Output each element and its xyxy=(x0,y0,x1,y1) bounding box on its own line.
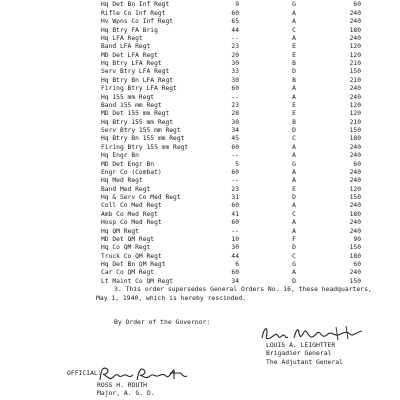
unit-name: Hq Btry FA Brig xyxy=(101,26,158,34)
class-code: A xyxy=(292,18,296,26)
strength-value: 45 xyxy=(231,135,239,143)
strength-value: 34 xyxy=(231,277,239,285)
allotment-amount: 150 xyxy=(349,68,361,76)
unit-name: Car Co QM Regt xyxy=(101,269,155,277)
strength-value: 60 xyxy=(231,168,239,176)
table-row xyxy=(0,119,400,127)
allotment-amount: 240 xyxy=(349,168,361,176)
class-code: B xyxy=(292,60,296,67)
signatory-block xyxy=(266,341,343,366)
allotment-amount: 240 xyxy=(349,18,361,26)
unit-name: Serv Btry LFA Regt xyxy=(101,68,170,76)
class-code: D xyxy=(292,244,296,252)
allotment-amount: 240 xyxy=(349,9,361,17)
unit-name: Hq 155 mm Regt xyxy=(101,93,155,101)
supersedes-paragraph xyxy=(96,285,396,303)
unit-name: Truck Co QM Regt xyxy=(101,252,162,260)
class-code: E xyxy=(292,110,296,118)
table-row xyxy=(0,152,400,160)
strength-value: 23 xyxy=(231,185,239,193)
unit-name: Hq Med Regt xyxy=(101,177,143,185)
allotment-amount: 120 xyxy=(349,185,361,193)
unit-name: Amb Co Med Regt xyxy=(101,210,158,218)
allotment-amount: 60 xyxy=(353,1,361,9)
allotment-amount: 60 xyxy=(353,261,361,268)
strength-value: -- xyxy=(231,34,239,42)
class-code: E xyxy=(292,51,296,59)
class-code: A xyxy=(292,202,296,210)
table-row xyxy=(0,77,400,85)
class-code: C xyxy=(292,210,296,218)
unit-name: Rifle Co Inf Regt xyxy=(101,9,166,17)
table-row xyxy=(0,211,400,219)
allotment-amount: 150 xyxy=(349,194,361,201)
table-row xyxy=(0,202,400,210)
allotment-amount: 240 xyxy=(349,227,361,235)
strength-value: 9 xyxy=(235,1,239,9)
table-row xyxy=(0,60,400,68)
unit-name: Hq Det Bn QM Regt xyxy=(101,261,166,268)
unit-name: Band 155 mm Regt xyxy=(101,101,162,109)
unit-name: MD Det QM Regt xyxy=(101,235,155,243)
class-code: E xyxy=(292,43,296,51)
class-code: C xyxy=(292,252,296,260)
table-row xyxy=(0,161,400,169)
attest-name: ROSS H. ROUTH xyxy=(97,381,148,389)
strength-value: 60 xyxy=(231,143,239,151)
strength-value: 30 xyxy=(231,244,239,252)
strength-value: 60 xyxy=(231,202,239,210)
table-row xyxy=(0,135,400,143)
class-code: G xyxy=(292,160,296,168)
unit-name: Hq LFA Regt xyxy=(101,34,143,42)
unit-name: Engr Co (Combat) xyxy=(101,168,162,176)
strength-value: 33 xyxy=(231,68,239,76)
strength-value: 60 xyxy=(231,269,239,277)
class-code: A xyxy=(292,269,296,277)
unit-name: Lt Maint Co QM Regt xyxy=(101,277,174,285)
table-row xyxy=(0,127,400,135)
table-row xyxy=(0,1,400,9)
class-code: F xyxy=(292,235,296,243)
unit-name: Coll Co Med Regt xyxy=(101,202,162,210)
unit-name: Band LFA Regt xyxy=(101,43,151,51)
table-row xyxy=(0,94,400,102)
unit-name: Hq Btry Bn 155 mm Regt xyxy=(101,135,185,143)
unit-name: Firing Btry 155 mm Regt xyxy=(101,143,189,151)
unit-name: Hq Btry 155 mm Regt xyxy=(101,118,174,126)
unit-name: Band Med Regt xyxy=(101,185,151,193)
allotment-amount: 240 xyxy=(349,269,361,277)
unit-name: Hq Engr Bn xyxy=(101,152,139,160)
table-row xyxy=(0,27,400,35)
unit-name: Hq Btry LFA Regt xyxy=(101,60,162,67)
allotment-amount: 210 xyxy=(349,60,361,67)
allotment-amount: 180 xyxy=(349,26,361,34)
unit-name: Hq Btry Bn LFA Regt xyxy=(101,76,174,84)
class-code: E xyxy=(292,101,296,109)
allotment-amount: 180 xyxy=(349,210,361,218)
strength-value: 30 xyxy=(231,76,239,84)
table-row xyxy=(0,10,400,18)
by-order-line: By Order of the Governor: xyxy=(114,318,211,326)
strength-value: 34 xyxy=(231,127,239,134)
table-row xyxy=(0,68,400,76)
table-row xyxy=(0,18,400,26)
allotment-amount: 150 xyxy=(349,127,361,134)
class-code: B xyxy=(292,118,296,126)
strength-value: -- xyxy=(231,152,239,160)
table-row xyxy=(0,194,400,202)
table-row xyxy=(0,110,400,118)
paragraph-line-2: May 1, 1940, which is hereby rescinded. xyxy=(96,294,247,302)
class-code: A xyxy=(292,177,296,185)
strength-value: -- xyxy=(231,177,239,185)
table-row xyxy=(0,236,400,244)
unit-name: Hq Co QM Regt xyxy=(101,244,151,252)
table-row xyxy=(0,253,400,261)
unit-name: MD Det LFA Regt xyxy=(101,51,158,59)
class-code: E xyxy=(292,185,296,193)
strength-value: 30 xyxy=(231,118,239,126)
class-code: A xyxy=(292,219,296,227)
allotment-amount: 60 xyxy=(353,160,361,168)
strength-value: 31 xyxy=(231,194,239,201)
attest-block xyxy=(97,381,155,398)
class-code: A xyxy=(292,168,296,176)
allotment-amount: 240 xyxy=(349,177,361,185)
class-code: A xyxy=(292,9,296,17)
unit-name: MD Det Engr Bn xyxy=(101,160,155,168)
class-code: A xyxy=(292,152,296,160)
unit-name: Hq Det Bn Inf Regt xyxy=(101,1,170,9)
strength-value: 23 xyxy=(231,43,239,51)
table-row xyxy=(0,177,400,185)
table-row xyxy=(0,85,400,93)
class-code: A xyxy=(292,34,296,42)
allotment-amount: 150 xyxy=(349,277,361,285)
class-code: A xyxy=(292,85,296,93)
strength-value: -- xyxy=(231,93,239,101)
signatory-title: Brigadier General xyxy=(266,349,332,358)
paragraph-line-1: 3. This order supersedes General Orders No. 16, these headquarters, xyxy=(114,285,372,293)
allotment-amount: 240 xyxy=(349,202,361,210)
strength-value: 20 xyxy=(231,51,239,59)
table-row xyxy=(0,43,400,51)
table-row xyxy=(0,186,400,194)
allotment-amount: 240 xyxy=(349,143,361,151)
allotment-amount: 180 xyxy=(349,135,361,143)
table-row xyxy=(0,228,400,236)
allotment-amount: 180 xyxy=(349,252,361,260)
strength-value: 65 xyxy=(231,18,239,26)
unit-name: Hv Wpns Co Inf Regt xyxy=(101,18,174,26)
table-row xyxy=(0,52,400,60)
strength-value: 23 xyxy=(231,101,239,109)
allotment-amount: 240 xyxy=(349,34,361,42)
class-code: G xyxy=(292,1,296,9)
strength-value: 6 xyxy=(235,261,239,268)
strength-value: 10 xyxy=(231,235,239,243)
class-code: D xyxy=(292,194,296,201)
allotment-amount: 210 xyxy=(349,76,361,84)
strength-value: 41 xyxy=(231,210,239,218)
unit-name: Firing Btry LFA Regt xyxy=(101,85,177,93)
table-row xyxy=(0,269,400,277)
allotment-amount: 90 xyxy=(353,235,361,243)
signatory-name: LOUIS A. LEIGHTTER xyxy=(266,341,336,349)
allotment-amount: 240 xyxy=(349,85,361,93)
table-row xyxy=(0,102,400,110)
class-code: G xyxy=(292,261,296,268)
unit-name: Hq QM Regt xyxy=(101,227,139,235)
class-code: C xyxy=(292,26,296,34)
allotment-amount: 240 xyxy=(349,152,361,160)
unit-name: Hq & Serv Co Med Regt xyxy=(101,194,181,201)
class-code: D xyxy=(292,68,296,76)
class-code: A xyxy=(292,143,296,151)
allotment-amount: 240 xyxy=(349,219,361,227)
strength-value: 60 xyxy=(231,9,239,17)
class-code: A xyxy=(292,93,296,101)
strength-value: 60 xyxy=(231,85,239,93)
signatory-office: The Adjutant General xyxy=(266,357,343,366)
class-code: D xyxy=(292,127,296,134)
unit-name: Serv Btry 155 mm Regt xyxy=(101,127,181,134)
class-code: C xyxy=(292,135,296,143)
class-code: A xyxy=(292,227,296,235)
official-label: OFFICIAL: xyxy=(67,369,102,377)
table-row xyxy=(0,219,400,227)
allotment-amount: 240 xyxy=(349,93,361,101)
allotment-amount: 210 xyxy=(349,118,361,126)
allotment-amount: 120 xyxy=(349,110,361,118)
table-row xyxy=(0,244,400,252)
strength-value: 28 xyxy=(231,110,239,118)
table-row xyxy=(0,144,400,152)
table-row xyxy=(0,35,400,43)
allotment-amount: 120 xyxy=(349,43,361,51)
strength-value: -- xyxy=(231,227,239,235)
strength-value: 30 xyxy=(231,60,239,67)
allotment-amount: 120 xyxy=(349,51,361,59)
table-row xyxy=(0,261,400,269)
unit-name: Hosp Co Med Regt xyxy=(101,219,162,227)
strength-value: 44 xyxy=(231,26,239,34)
allotment-amount: 150 xyxy=(349,244,361,252)
class-code: B xyxy=(292,76,296,84)
strength-value: 60 xyxy=(231,219,239,227)
strength-value: 44 xyxy=(231,252,239,260)
unit-name: MD Det 155 mm Regt xyxy=(101,110,170,118)
class-code: D xyxy=(292,277,296,285)
strength-value: 5 xyxy=(235,160,239,168)
table-row xyxy=(0,169,400,177)
allotment-amount: 120 xyxy=(349,101,361,109)
attest-rank: Major, A. G. D. xyxy=(97,389,155,398)
